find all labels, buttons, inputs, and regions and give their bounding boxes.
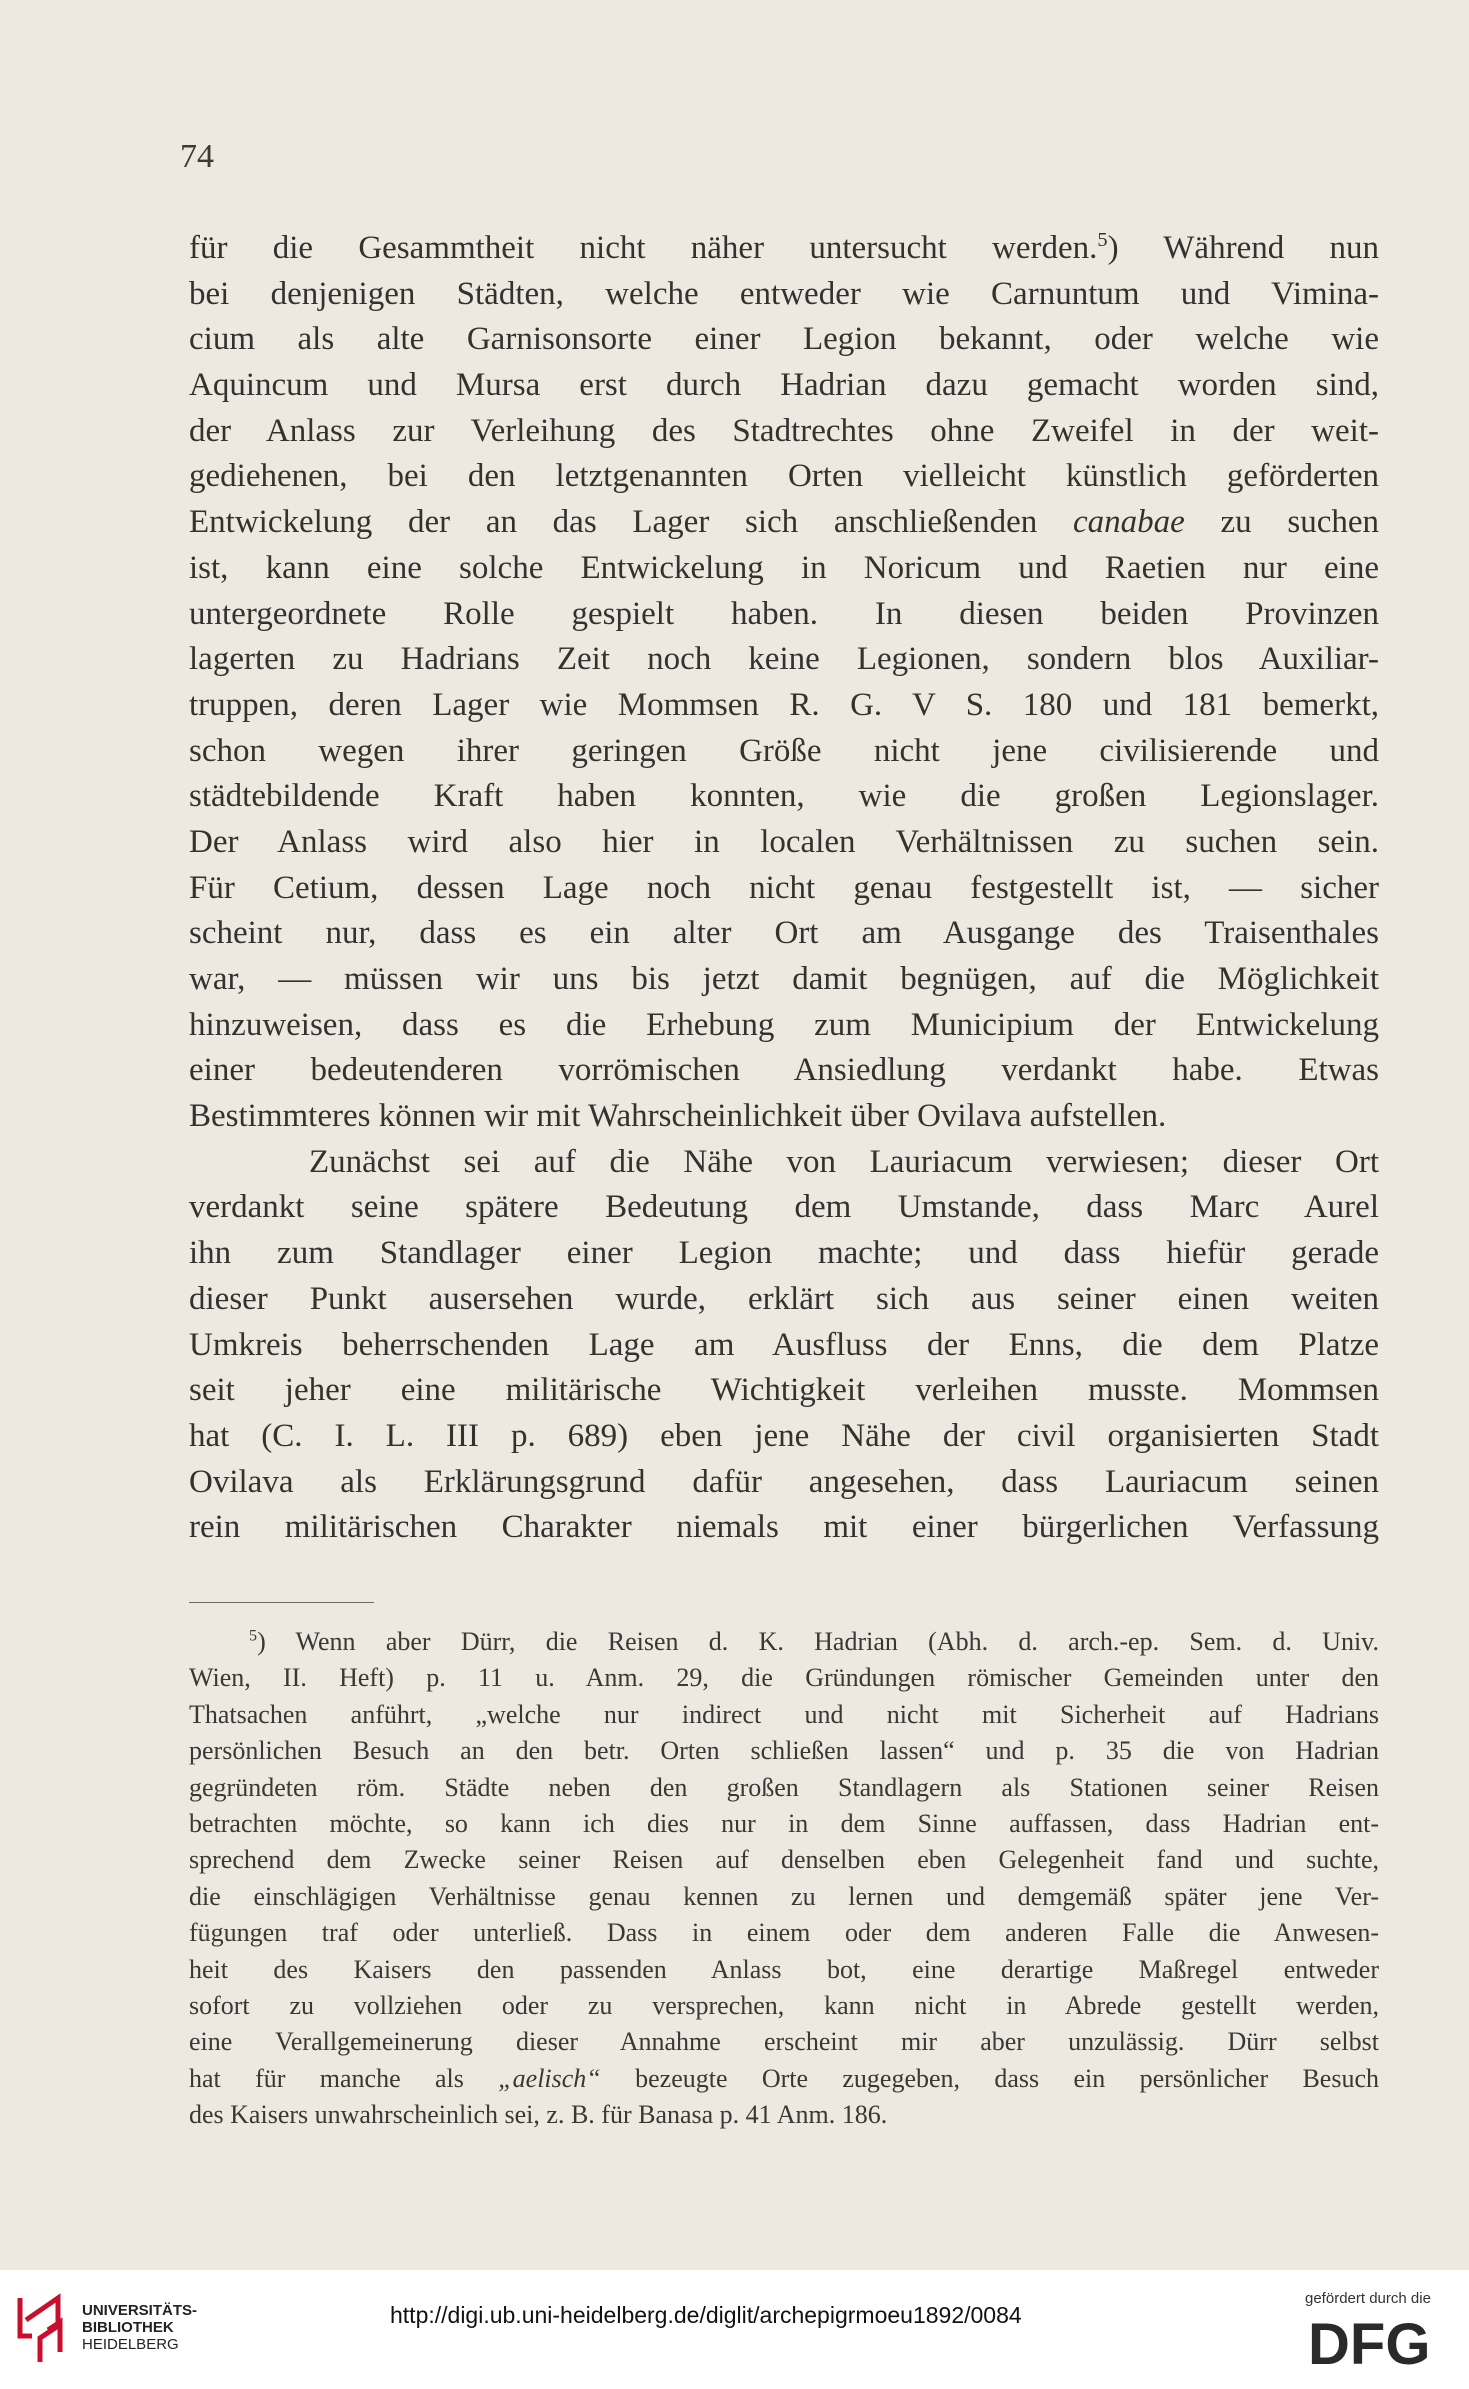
footnote-divider xyxy=(189,1602,374,1603)
text-line: dieser Punkt ausersehen wurde, erklärt sich aus seiner einen weiten xyxy=(189,1280,1379,1317)
footnote-line: Thatsachen anführt, „welche nur indirect und nicht mit Sicherheit auf Hadrians xyxy=(189,1699,1379,1729)
footnote-line: gegründeten röm. Städte neben den großen Standlagern als Stationen seiner Reisen xyxy=(189,1772,1379,1802)
footnote-line: betrachten möchte, so kann ich dies nur in dem Sinne auffassen, dass Hadrian ent- xyxy=(189,1808,1379,1838)
text-line: Bestimmteres können wir mit Wahrscheinlichkeit über Ovilava aufstellen. xyxy=(189,1098,1167,1135)
text-line: seit jeher eine militärische Wichtigkeit verleihen musste. Mommsen xyxy=(189,1372,1379,1409)
text-line: Der Anlass wird also hier in localen Verhältnissen zu suchen sein. xyxy=(189,823,1379,860)
viewer-footer xyxy=(0,2270,1469,2389)
text-line: lagerten zu Hadrians Zeit noch keine Legionen, sondern blos Auxiliar- xyxy=(189,641,1379,678)
permalink-url[interactable]: http://digi.ub.uni-heidelberg.de/diglit/archepigrmoeu1892/0084 xyxy=(390,2302,1022,2328)
text-line: war, — müssen wir uns bis jetzt damit begnügen, auf die Möglichkeit xyxy=(189,961,1379,997)
footnote-line: des Kaisers unwahrscheinlich sei, z. B. für Banasa p. 41 Anm. 186. xyxy=(189,2100,888,2130)
footnote-line: Wien, II. Heft) p. 11 u. Anm. 29, die Gründungen römischer Gemeinden unter den xyxy=(189,1663,1379,1693)
funding-label: gefördert durch die xyxy=(1305,2290,1431,2307)
footnote-marker: 5 xyxy=(249,1627,258,1645)
text-line: hinzuweisen, dass es die Erhebung zum Municipium der Entwickelung xyxy=(189,1006,1379,1043)
university-library-name: UNIVERSITÄTS- BIBLIOTHEK HEIDELBERG xyxy=(82,2302,198,2353)
text-line: der Anlass zur Verleihung des Stadtrechtes ohne Zweifel in der weit- xyxy=(189,412,1379,449)
dfg-logo-icon xyxy=(1308,2312,1460,2372)
text-line: verdankt seine spätere Bedeutung dem Umstande, dass Marc Aurel xyxy=(189,1189,1379,1226)
footnote-line: die einschlägigen Verhältnisse genau kennen zu lernen und demgemäß später jene Ver- xyxy=(189,1881,1379,1911)
text-line: Zunächst sei auf die Nähe von Lauriacum verwiesen; dieser Ort xyxy=(309,1143,1379,1180)
university-library-logo-icon xyxy=(14,2290,66,2370)
text-line: städtebildende Kraft haben konnten, wie die großen Legionslager. xyxy=(189,778,1379,815)
text-line: Aquincum und Mursa erst durch Hadrian dazu gemacht worden sind, xyxy=(189,367,1379,404)
text-line: cium als alte Garnisonsorte einer Legion bekannt, oder welche wie xyxy=(189,321,1379,358)
text-line: Ovilava als Erklärungsgrund dafür angesehen, dass Lauriacum seinen xyxy=(189,1463,1379,1500)
footnote-line: persönlichen Besuch an den betr. Orten schließen lassen“ und p. 35 die von Hadrian xyxy=(189,1736,1379,1766)
text-line: rein militärischen Charakter niemals mit einer bürgerlichen Verfassung xyxy=(189,1509,1379,1546)
text-line: hat (C. I. L. III p. 689) eben jene Nähe der civil organisierten Stadt xyxy=(189,1417,1379,1454)
text-line: ist, kann eine solche Entwickelung in Noricum und Raetien nur eine xyxy=(189,549,1379,586)
text-line: scheint nur, dass es ein alter Ort am Ausgange des Traisenthales xyxy=(189,915,1379,952)
text-line: untergeordnete Rolle gespielt haben. In diesen beiden Provinzen xyxy=(189,595,1379,632)
page-number: 74 xyxy=(180,138,214,175)
text-line: ihn zum Standlager einer Legion machte; und dass hiefür gerade xyxy=(189,1235,1379,1272)
text-line: schon wegen ihrer geringen Größe nicht jene civilisierende und xyxy=(189,732,1379,769)
italic-term: „aelisch“ xyxy=(498,2063,601,2093)
text-line: Für Cetium, dessen Lage noch nicht genau festgestellt ist, — sicher xyxy=(189,869,1379,906)
footnote-line: sofort zu vollziehen oder zu versprechen, kann nicht in Abrede gestellt werden, xyxy=(189,1990,1379,2020)
footnote xyxy=(189,1624,1379,2133)
text-line: bei denjenigen Städten, welche entweder wie Carnuntum und Vimina- xyxy=(189,275,1379,312)
footnote-line: sprechend dem Zwecke seiner Reisen auf denselben eben Gelegenheit fand und suchte, xyxy=(189,1845,1379,1875)
footnote-line: eine Verallgemeinerung dieser Annahme erscheint mir aber unzulässig. Dürr selbst xyxy=(189,2027,1379,2057)
text-line: einer bedeutenderen vorrömischen Ansiedlung verdankt habe. Etwas xyxy=(189,1052,1379,1089)
footnote-line: $^5$) Wenn aber Dürr, die Reisen d. K. Hadrian (Abh. d. arch.-ep. Sem. d. Univ. xyxy=(249,1627,1379,1656)
footnote-line: hat für manche als „aelisch“ bezeugte Orte zugegeben, dass ein persönlicher Besuch xyxy=(189,2063,1379,2093)
italic-term: canabae xyxy=(1073,504,1185,541)
footnote-reference[interactable]: 5 xyxy=(1097,229,1108,251)
svg-text:DFG: DFG xyxy=(1308,2312,1431,2372)
footnote-line: heit des Kaisers den passenden Anlass bot, eine derartige Maßregel entweder xyxy=(189,1954,1379,1984)
text-line: truppen, deren Lager wie Mommsen R. G. V S. 180 und 181 bemerkt, xyxy=(189,686,1379,723)
text-line: Entwickelung der an das Lager sich anschließenden canabae zu suchen xyxy=(189,504,1379,541)
text-line: gediehenen, bei den letztgenannten Orten vielleicht künstlich geförderten xyxy=(189,458,1379,495)
footnote-line: fügungen traf oder unterließ. Dass in einem oder dem anderen Falle die Anwesen- xyxy=(189,1918,1379,1948)
text-line: für die Gesammtheit nicht näher untersucht werden.$^5$) Während nun xyxy=(189,229,1379,266)
main-text xyxy=(189,226,1379,1551)
text-line: Umkreis beherrschenden Lage am Ausfluss der Enns, die dem Platze xyxy=(189,1326,1379,1363)
